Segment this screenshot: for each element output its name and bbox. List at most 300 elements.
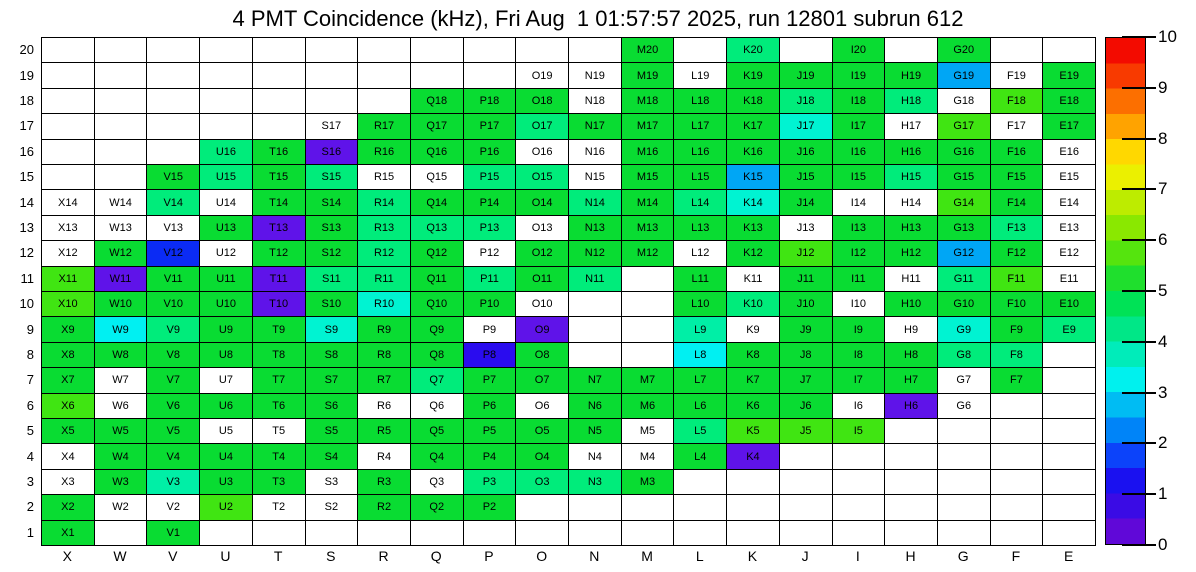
heatmap-cell: F12 xyxy=(991,241,1044,266)
y-axis-label: 18 xyxy=(19,92,34,108)
heatmap-cell: M3 xyxy=(622,470,675,495)
heatmap-cell: H16 xyxy=(885,140,938,165)
y-axis-label: 10 xyxy=(19,296,34,312)
heatmap-cell xyxy=(938,495,991,520)
colorbar-tick-label: 9 xyxy=(1158,77,1168,97)
heatmap-cell: L17 xyxy=(674,114,727,139)
heatmap-cell: W14 xyxy=(95,190,148,215)
heatmap-cell: F14 xyxy=(991,190,1044,215)
heatmap-cell: Q14 xyxy=(411,190,464,215)
heatmap-cell xyxy=(42,38,95,63)
heatmap-cell: P8 xyxy=(464,343,517,368)
heatmap-cell xyxy=(727,470,780,495)
heatmap-cell xyxy=(780,495,833,520)
heatmap-cell: K9 xyxy=(727,317,780,342)
heatmap-cell: Q2 xyxy=(411,495,464,520)
heatmap-cell: R11 xyxy=(358,267,411,292)
heatmap-cell: X9 xyxy=(42,317,95,342)
heatmap-cell: U10 xyxy=(200,292,253,317)
heatmap-cell xyxy=(674,470,727,495)
heatmap-cell: W6 xyxy=(95,394,148,419)
heatmap-cell: K11 xyxy=(727,267,780,292)
heatmap-cell: V2 xyxy=(147,495,200,520)
heatmap-cell: I19 xyxy=(833,63,886,88)
heatmap-cell: P7 xyxy=(464,368,517,393)
heatmap-cell: R9 xyxy=(358,317,411,342)
heatmap-cell xyxy=(938,419,991,444)
heatmap-cell: M17 xyxy=(622,114,675,139)
heatmap-cell xyxy=(147,63,200,88)
heatmap-cell xyxy=(358,89,411,114)
chart-title: 4 PMT Coincidence (kHz), Fri Aug 1 01:57:57 2025, run 12801 subrun 612 xyxy=(232,6,964,31)
heatmap-cell: N19 xyxy=(569,63,622,88)
heatmap-cell xyxy=(833,470,886,495)
heatmap-cell: N13 xyxy=(569,216,622,241)
heatmap-cell: H9 xyxy=(885,317,938,342)
heatmap-cell: H13 xyxy=(885,216,938,241)
heatmap-cell xyxy=(200,38,253,63)
x-axis-label: U xyxy=(220,548,231,564)
heatmap-cell: Q15 xyxy=(411,165,464,190)
heatmap-cell: H18 xyxy=(885,89,938,114)
x-axis-label: O xyxy=(536,548,548,564)
heatmap-cell: N11 xyxy=(569,267,622,292)
colorbar-tick-label: 4 xyxy=(1158,331,1168,351)
heatmap-cell xyxy=(253,38,306,63)
heatmap-cell: F8 xyxy=(991,343,1044,368)
heatmap-cell xyxy=(674,38,727,63)
heatmap-cell: T4 xyxy=(253,444,306,469)
heatmap-cell xyxy=(674,495,727,520)
colorbar-tick-label: 1 xyxy=(1158,484,1168,504)
heatmap-cell: X1 xyxy=(42,521,95,546)
heatmap-cell: O15 xyxy=(516,165,569,190)
heatmap-cell: J15 xyxy=(780,165,833,190)
heatmap-cell xyxy=(147,89,200,114)
x-axis-label: W xyxy=(113,548,127,564)
heatmap-cell: W13 xyxy=(95,216,148,241)
heatmap-cell: N3 xyxy=(569,470,622,495)
heatmap-cell: T10 xyxy=(253,292,306,317)
heatmap-cell: R17 xyxy=(358,114,411,139)
heatmap-cell: Q17 xyxy=(411,114,464,139)
colorbar-tick-label: 3 xyxy=(1158,382,1168,402)
heatmap-cell: W12 xyxy=(95,241,148,266)
heatmap-cell xyxy=(885,38,938,63)
y-axis-label: 11 xyxy=(20,270,34,286)
x-axis-label: V xyxy=(168,548,178,564)
heatmap-cell: R16 xyxy=(358,140,411,165)
heatmap-cell: V3 xyxy=(147,470,200,495)
heatmap-cell: M6 xyxy=(622,394,675,419)
y-axis-label: 17 xyxy=(19,118,34,134)
heatmap-cell: N15 xyxy=(569,165,622,190)
heatmap-cell: T6 xyxy=(253,394,306,419)
heatmap-cell: P9 xyxy=(464,317,517,342)
heatmap-cell xyxy=(516,495,569,520)
heatmap-cell: R15 xyxy=(358,165,411,190)
heatmap-cell xyxy=(306,63,359,88)
heatmap-cell: Q10 xyxy=(411,292,464,317)
heatmap-cell xyxy=(991,38,1044,63)
heatmap-cell xyxy=(516,521,569,546)
heatmap-cell: M13 xyxy=(622,216,675,241)
heatmap-cell: X5 xyxy=(42,419,95,444)
heatmap-cell xyxy=(95,38,148,63)
heatmap-cell xyxy=(411,521,464,546)
heatmap-cell: W7 xyxy=(95,368,148,393)
heatmap-cell: X7 xyxy=(42,368,95,393)
colorbar-tick xyxy=(1122,290,1156,292)
heatmap-cell xyxy=(95,521,148,546)
colorbar-tick xyxy=(1122,544,1156,546)
heatmap-cell: L15 xyxy=(674,165,727,190)
heatmap-cell: I13 xyxy=(833,216,886,241)
heatmap-cell: O14 xyxy=(516,190,569,215)
x-axis-label: I xyxy=(855,548,860,564)
heatmap-cell: G12 xyxy=(938,241,991,266)
heatmap-cell xyxy=(147,38,200,63)
heatmap-cell: G11 xyxy=(938,267,991,292)
heatmap-cell: X4 xyxy=(42,444,95,469)
heatmap-cell: K12 xyxy=(727,241,780,266)
heatmap-cell xyxy=(885,521,938,546)
heatmap-cell: L13 xyxy=(674,216,727,241)
heatmap-cell: H19 xyxy=(885,63,938,88)
y-axis-label: 19 xyxy=(19,67,34,83)
heatmap-cell: M4 xyxy=(622,444,675,469)
heatmap-cell: V5 xyxy=(147,419,200,444)
heatmap-cell: G10 xyxy=(938,292,991,317)
heatmap-cell: S2 xyxy=(306,495,359,520)
heatmap-cell: E16 xyxy=(1043,140,1096,165)
heatmap-cell: N16 xyxy=(569,140,622,165)
heatmap-cell: O7 xyxy=(516,368,569,393)
heatmap-cell xyxy=(938,521,991,546)
heatmap-cell: P4 xyxy=(464,444,517,469)
heatmap-cell: P17 xyxy=(464,114,517,139)
heatmap-cell: O5 xyxy=(516,419,569,444)
heatmap-cell: X3 xyxy=(42,470,95,495)
heatmap-cell: F15 xyxy=(991,165,1044,190)
heatmap-cell: N14 xyxy=(569,190,622,215)
heatmap-cell xyxy=(622,292,675,317)
heatmap-cell xyxy=(464,38,517,63)
heatmap-cell: I20 xyxy=(833,38,886,63)
heatmap-cell: I18 xyxy=(833,89,886,114)
colorbar-tick-label: 10 xyxy=(1158,27,1177,46)
heatmap-cell: S17 xyxy=(306,114,359,139)
heatmap-cell xyxy=(42,89,95,114)
heatmap-cell: G8 xyxy=(938,343,991,368)
heatmap-cell: U6 xyxy=(200,394,253,419)
heatmap-cell xyxy=(1043,419,1096,444)
heatmap-cell xyxy=(358,521,411,546)
heatmap-cell xyxy=(95,89,148,114)
heatmap-cell: M16 xyxy=(622,140,675,165)
x-axis-label: H xyxy=(905,548,916,564)
heatmap-cell: U15 xyxy=(200,165,253,190)
heatmap-cell: O12 xyxy=(516,241,569,266)
heatmap-cell: G14 xyxy=(938,190,991,215)
colorbar-tick-label: 2 xyxy=(1158,433,1168,453)
heatmap-cell: N4 xyxy=(569,444,622,469)
heatmap-cell: E18 xyxy=(1043,89,1096,114)
heatmap-cell: H14 xyxy=(885,190,938,215)
heatmap-cell: W10 xyxy=(95,292,148,317)
heatmap-cell: G15 xyxy=(938,165,991,190)
heatmap-cell: X14 xyxy=(42,190,95,215)
heatmap-cell: H6 xyxy=(885,394,938,419)
heatmap-cell xyxy=(253,89,306,114)
heatmap-cell xyxy=(991,495,1044,520)
heatmap-cell: N18 xyxy=(569,89,622,114)
heatmap-cell xyxy=(464,521,517,546)
heatmap-grid xyxy=(41,37,1096,546)
heatmap-cell xyxy=(833,495,886,520)
heatmap-cell: R5 xyxy=(358,419,411,444)
heatmap-cell: T3 xyxy=(253,470,306,495)
heatmap-cell: V9 xyxy=(147,317,200,342)
heatmap-cell: J16 xyxy=(780,140,833,165)
heatmap-cell xyxy=(95,165,148,190)
heatmap-cell: T2 xyxy=(253,495,306,520)
heatmap-cell: R2 xyxy=(358,495,411,520)
heatmap-cell: S16 xyxy=(306,140,359,165)
heatmap-cell xyxy=(622,317,675,342)
heatmap-cell: G9 xyxy=(938,317,991,342)
heatmap-cell: H10 xyxy=(885,292,938,317)
heatmap-cell: G20 xyxy=(938,38,991,63)
x-axis-label: E xyxy=(1063,548,1074,564)
heatmap-cell xyxy=(95,63,148,88)
heatmap-cell: R7 xyxy=(358,368,411,393)
heatmap-cell xyxy=(253,63,306,88)
heatmap-cell: K16 xyxy=(727,140,780,165)
heatmap-cell: M5 xyxy=(622,419,675,444)
heatmap-cell: S15 xyxy=(306,165,359,190)
heatmap-cell: U3 xyxy=(200,470,253,495)
heatmap-cell: T8 xyxy=(253,343,306,368)
heatmap-cell: V13 xyxy=(147,216,200,241)
heatmap-cell xyxy=(938,470,991,495)
heatmap-cell: R4 xyxy=(358,444,411,469)
heatmap-cell xyxy=(42,63,95,88)
heatmap-cell: O17 xyxy=(516,114,569,139)
heatmap-cell: O11 xyxy=(516,267,569,292)
heatmap-cell: U4 xyxy=(200,444,253,469)
heatmap-cell: W2 xyxy=(95,495,148,520)
heatmap-cell: L19 xyxy=(674,63,727,88)
colorbar-tick xyxy=(1122,138,1156,140)
heatmap-cell: U9 xyxy=(200,317,253,342)
heatmap-cell xyxy=(200,114,253,139)
y-axis-label: 15 xyxy=(19,169,34,185)
heatmap-cell: I11 xyxy=(833,267,886,292)
heatmap-cell xyxy=(622,495,675,520)
y-axis-label: 16 xyxy=(19,143,34,159)
x-axis-label: G xyxy=(957,548,969,564)
heatmap-cell xyxy=(569,521,622,546)
heatmap-cell xyxy=(1043,343,1096,368)
heatmap-cell: Q4 xyxy=(411,444,464,469)
x-axis-label: M xyxy=(641,548,653,564)
heatmap-cell: H7 xyxy=(885,368,938,393)
heatmap-cell: U8 xyxy=(200,343,253,368)
heatmap-cell: M15 xyxy=(622,165,675,190)
heatmap-cell: Q8 xyxy=(411,343,464,368)
heatmap-cell: S9 xyxy=(306,317,359,342)
heatmap-cell xyxy=(516,38,569,63)
heatmap-cell xyxy=(253,521,306,546)
heatmap-cell: O3 xyxy=(516,470,569,495)
colorbar-tick xyxy=(1122,392,1156,394)
heatmap-cell: F7 xyxy=(991,368,1044,393)
heatmap-cell: U13 xyxy=(200,216,253,241)
heatmap-cell: J18 xyxy=(780,89,833,114)
heatmap-cell xyxy=(938,444,991,469)
heatmap-cell: J12 xyxy=(780,241,833,266)
y-axis-label: 14 xyxy=(19,194,34,210)
heatmap-cell: X13 xyxy=(42,216,95,241)
heatmap-cell: K10 xyxy=(727,292,780,317)
y-axis-label: 20 xyxy=(19,42,34,58)
heatmap-cell: U2 xyxy=(200,495,253,520)
heatmap-cell xyxy=(253,114,306,139)
heatmap-cell xyxy=(306,38,359,63)
heatmap-cell: F19 xyxy=(991,63,1044,88)
heatmap-cell xyxy=(622,343,675,368)
heatmap-cell: O6 xyxy=(516,394,569,419)
heatmap-cell xyxy=(42,165,95,190)
x-axis-label: T xyxy=(273,548,283,564)
heatmap-cell: S6 xyxy=(306,394,359,419)
heatmap-cell: S12 xyxy=(306,241,359,266)
y-axis-label: 13 xyxy=(19,219,34,235)
heatmap-cell: H15 xyxy=(885,165,938,190)
heatmap-cell: G16 xyxy=(938,140,991,165)
heatmap-cell: V1 xyxy=(147,521,200,546)
heatmap-cell xyxy=(569,292,622,317)
heatmap-cell: L7 xyxy=(674,368,727,393)
heatmap-cell xyxy=(411,38,464,63)
heatmap-cell: U12 xyxy=(200,241,253,266)
heatmap-cell: J17 xyxy=(780,114,833,139)
heatmap-cell: H12 xyxy=(885,241,938,266)
heatmap-cell xyxy=(1043,394,1096,419)
colorbar-tick xyxy=(1122,442,1156,444)
heatmap-cell: K5 xyxy=(727,419,780,444)
heatmap-cell: Q16 xyxy=(411,140,464,165)
heatmap-cell: J6 xyxy=(780,394,833,419)
heatmap-cell: P5 xyxy=(464,419,517,444)
heatmap-cell: K7 xyxy=(727,368,780,393)
heatmap-cell: F11 xyxy=(991,267,1044,292)
heatmap-cell: J13 xyxy=(780,216,833,241)
heatmap-cell xyxy=(885,470,938,495)
heatmap-cell xyxy=(727,521,780,546)
heatmap-cell: N6 xyxy=(569,394,622,419)
colorbar-tick xyxy=(1122,493,1156,495)
heatmap-cell: K14 xyxy=(727,190,780,215)
heatmap-cell xyxy=(1043,444,1096,469)
colorbar-tick-label: 6 xyxy=(1158,230,1168,250)
heatmap-cell: G18 xyxy=(938,89,991,114)
heatmap-cell: X8 xyxy=(42,343,95,368)
heatmap-cell: E17 xyxy=(1043,114,1096,139)
heatmap-cell: N17 xyxy=(569,114,622,139)
heatmap-cell: V15 xyxy=(147,165,200,190)
x-axis-label: X xyxy=(62,548,73,564)
colorbar-tick xyxy=(1122,341,1156,343)
x-axis-label: S xyxy=(326,548,336,564)
x-axis-label: F xyxy=(1011,548,1021,564)
heatmap-cell: K19 xyxy=(727,63,780,88)
heatmap-cell: M7 xyxy=(622,368,675,393)
heatmap-cell: O18 xyxy=(516,89,569,114)
heatmap-cell: E14 xyxy=(1043,190,1096,215)
heatmap-cell: J11 xyxy=(780,267,833,292)
heatmap-cell: J7 xyxy=(780,368,833,393)
heatmap-cell: U14 xyxy=(200,190,253,215)
heatmap-cell: Q3 xyxy=(411,470,464,495)
heatmap-cell: J5 xyxy=(780,419,833,444)
heatmap-cell: F17 xyxy=(991,114,1044,139)
heatmap-cell: K15 xyxy=(727,165,780,190)
colorbar-tick-label: 8 xyxy=(1158,128,1168,148)
heatmap-cell: H17 xyxy=(885,114,938,139)
y-axis-label: 7 xyxy=(26,372,34,388)
heatmap-cell: M14 xyxy=(622,190,675,215)
heatmap-cell xyxy=(464,63,517,88)
heatmap-cell xyxy=(358,63,411,88)
heatmap-cell xyxy=(833,521,886,546)
heatmap-cell: X12 xyxy=(42,241,95,266)
heatmap-cell: T12 xyxy=(253,241,306,266)
heatmap-cell: I10 xyxy=(833,292,886,317)
heatmap-cell: P16 xyxy=(464,140,517,165)
heatmap-cell: Q11 xyxy=(411,267,464,292)
heatmap-cell xyxy=(833,444,886,469)
heatmap-cell: R13 xyxy=(358,216,411,241)
heatmap-cell: P18 xyxy=(464,89,517,114)
heatmap-cell: U7 xyxy=(200,368,253,393)
heatmap-cell xyxy=(780,470,833,495)
heatmap-cell xyxy=(991,444,1044,469)
heatmap-cell xyxy=(622,521,675,546)
heatmap-cell xyxy=(622,267,675,292)
x-axis-label: R xyxy=(378,548,389,564)
heatmap-cell: M20 xyxy=(622,38,675,63)
heatmap-cell: J10 xyxy=(780,292,833,317)
heatmap-cell xyxy=(885,444,938,469)
heatmap-cell: E13 xyxy=(1043,216,1096,241)
heatmap-cell: K8 xyxy=(727,343,780,368)
y-axis-label: 6 xyxy=(26,397,34,413)
y-axis-label: 9 xyxy=(26,321,34,337)
heatmap-cell xyxy=(569,317,622,342)
heatmap-cell: O4 xyxy=(516,444,569,469)
heatmap-cell: S3 xyxy=(306,470,359,495)
heatmap-cell: H8 xyxy=(885,343,938,368)
heatmap-cell: E19 xyxy=(1043,63,1096,88)
heatmap-cell: J19 xyxy=(780,63,833,88)
heatmap-cell xyxy=(95,140,148,165)
heatmap-cell: T9 xyxy=(253,317,306,342)
heatmap-cell: S14 xyxy=(306,190,359,215)
heatmap-cell: X11 xyxy=(42,267,95,292)
heatmap-cell xyxy=(780,38,833,63)
